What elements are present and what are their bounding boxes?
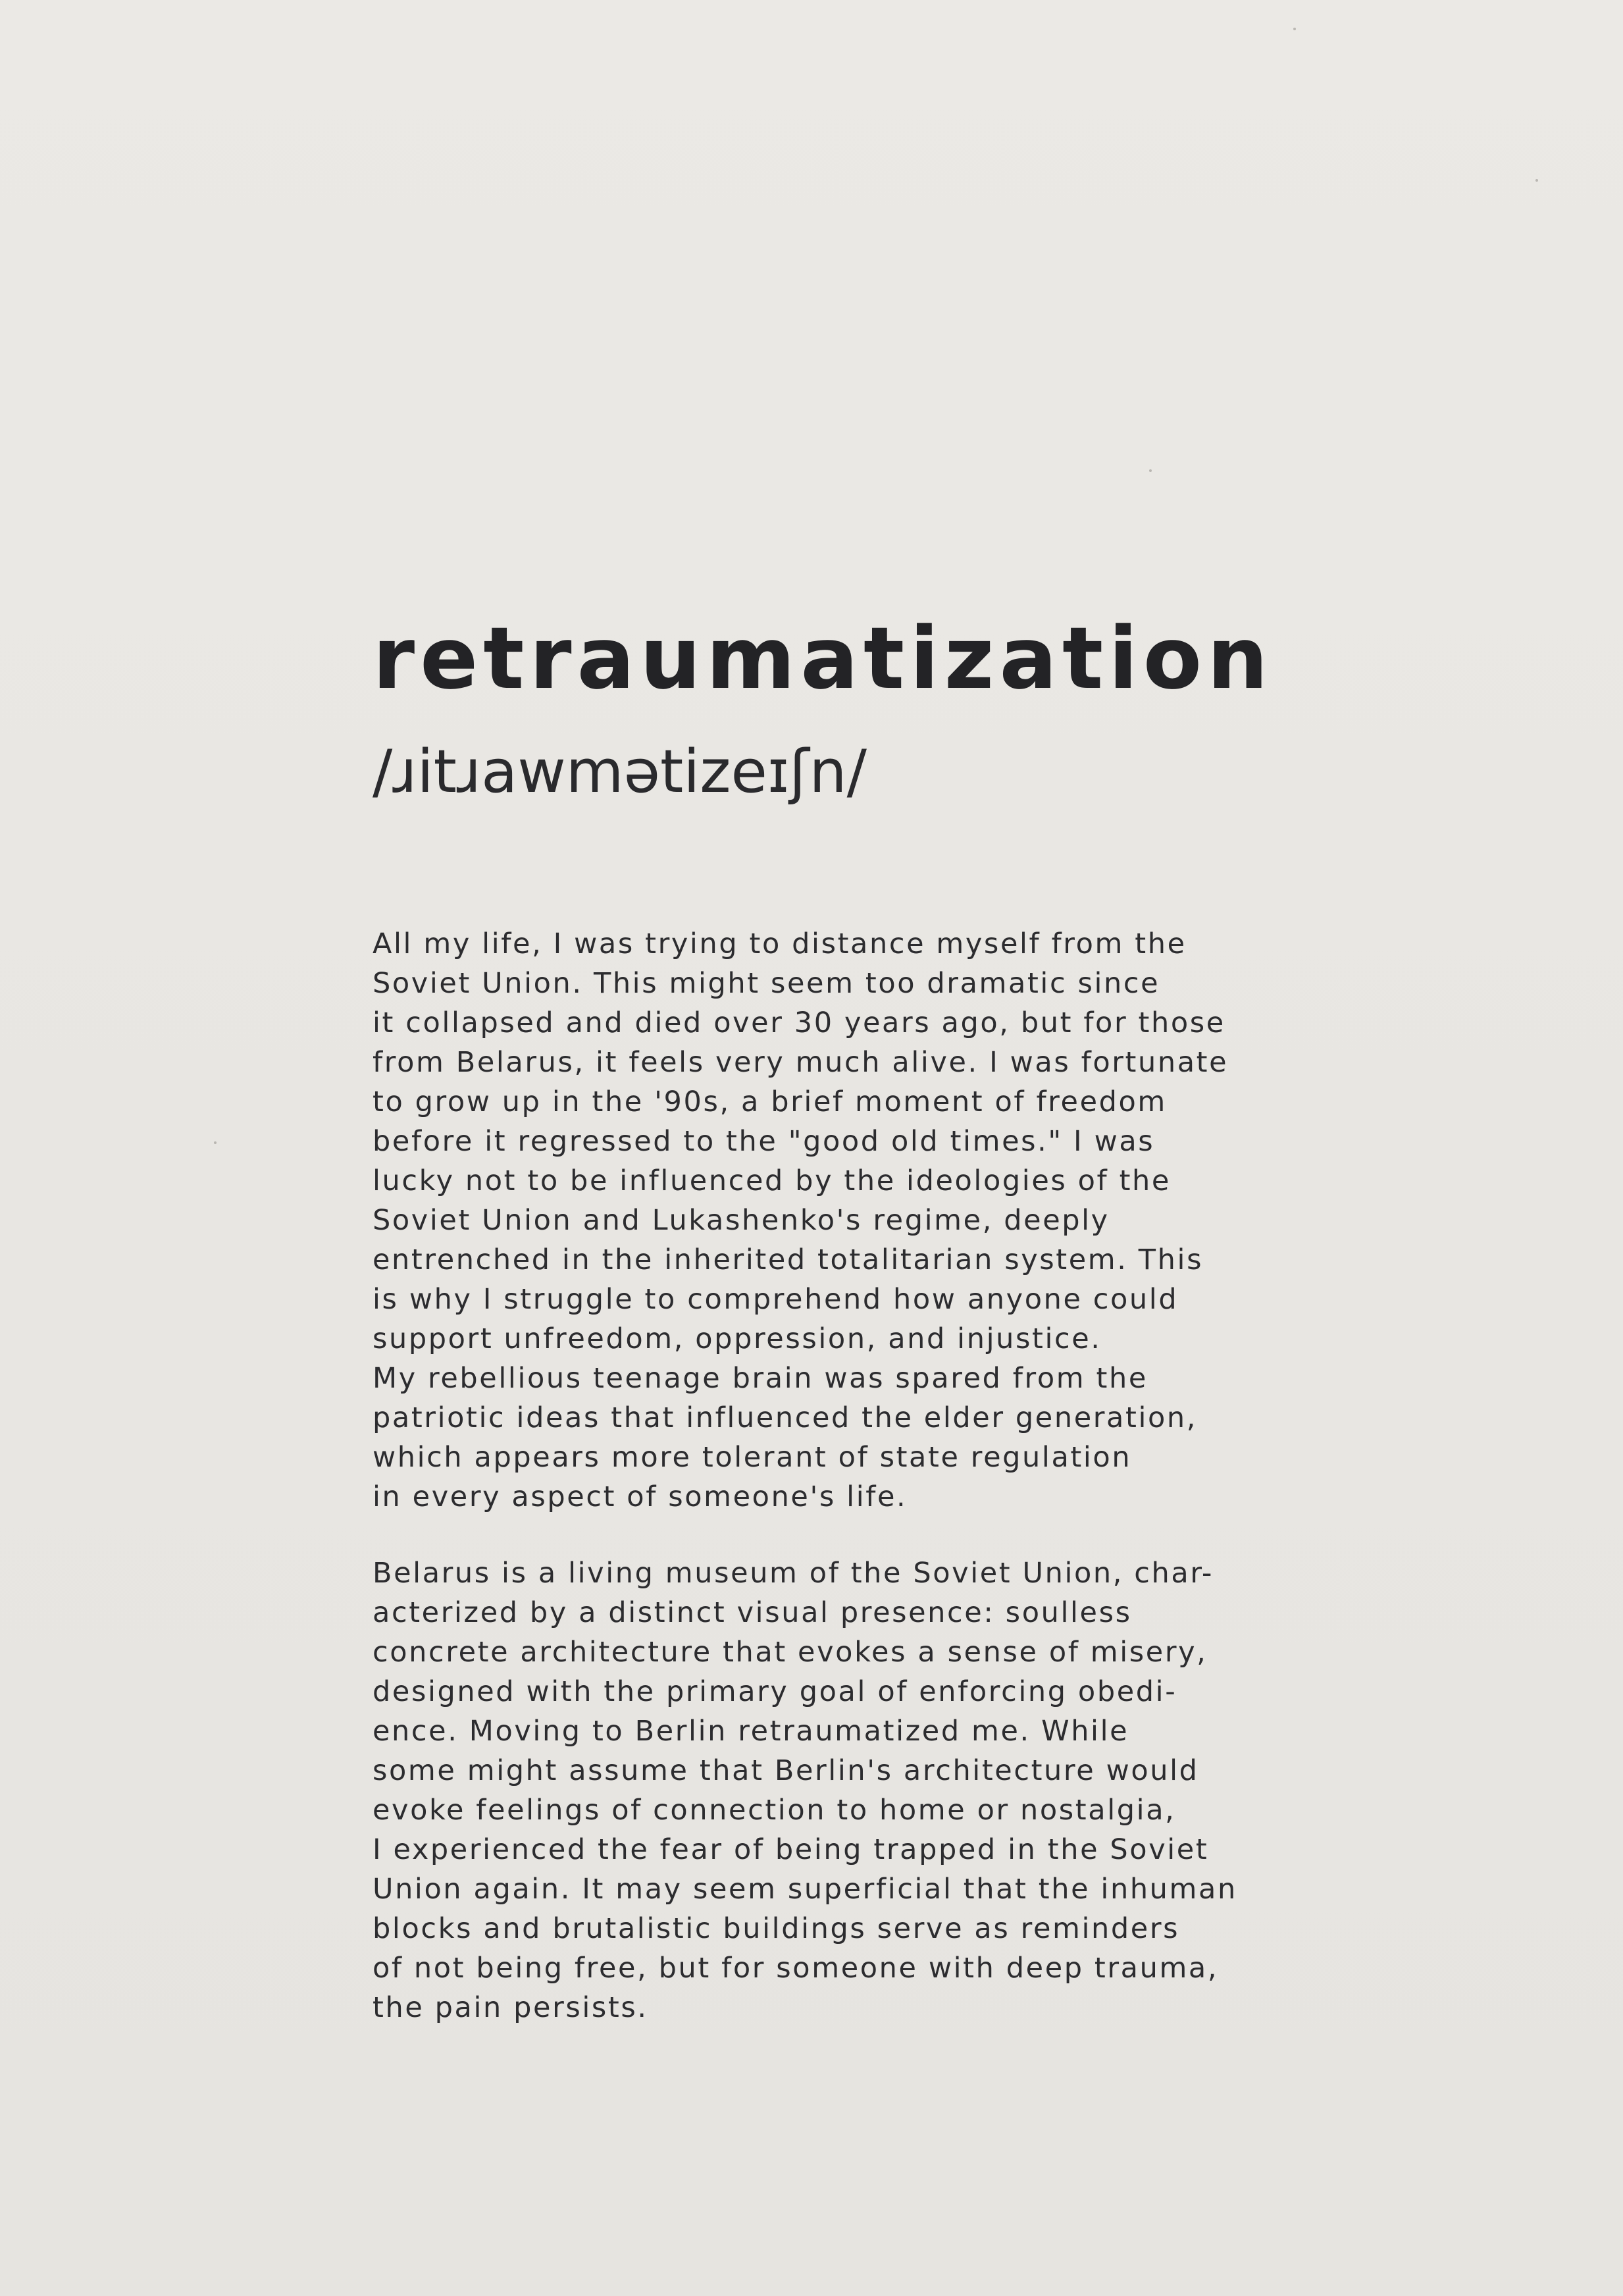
paper-speck [1149,469,1152,472]
text-line: support unfreedom, oppression, and injustice. [373,1322,1102,1355]
text-line: the pain persists. [373,1991,648,2024]
text-line: All my life, I was trying to distance myself from the [373,927,1187,960]
paper-speck [214,1141,217,1144]
text-line: entrenched in the inherited totalitarian system. This [373,1243,1204,1276]
text-line: Belarus is a living museum of the Soviet Union, char- [373,1557,1214,1590]
text-line: to grow up in the '90s, a brief moment of freedom [373,1085,1167,1118]
paragraph-2 [373,1553,1281,2027]
text-line: lucky not to be influenced by the ideologies of the [373,1164,1171,1197]
pronunciation: /ɹitɹawmətizeɪʃn/ [373,737,867,806]
entry-title: retraumatization [373,608,1274,708]
text-line: patriotic ideas that influenced the elder generation, [373,1401,1198,1434]
text-line: is why I struggle to comprehend how anyone could [373,1283,1179,1316]
text-line: evoke feelings of connection to home or nostalgia, [373,1794,1176,1827]
text-line: in every aspect of someone's life. [373,1480,908,1513]
paper-speck [1535,179,1538,182]
text-line: which appears more tolerant of state regulation [373,1441,1132,1474]
text-line: from Belarus, it feels very much alive. I was fortunate [373,1046,1229,1079]
text-line: Soviet Union and Lukashenko's regime, deeply [373,1204,1110,1237]
text-line: it collapsed and died over 30 years ago, but for those [373,1006,1225,1039]
text-line: blocks and brutalistic buildings serve as reminders [373,1912,1180,1945]
text-line: concrete architecture that evokes a sense of misery, [373,1636,1208,1669]
paragraph-1 [373,924,1281,1517]
text-line: designed with the primary goal of enforcing obedi- [373,1675,1177,1708]
text-line: Union again. It may seem superficial that the inhuman [373,1873,1237,1906]
text-line: acterized by a distinct visual presence: soulless [373,1596,1132,1629]
text-line: ence. Moving to Berlin retraumatized me. While [373,1715,1129,1748]
text-line: some might assume that Berlin's architecture would [373,1754,1199,1787]
text-line: of not being free, but for someone with deep trauma, [373,1952,1219,1985]
text-line: before it regressed to the "good old times." I was [373,1125,1155,1158]
text-line: Soviet Union. This might seem too dramatic since [373,967,1160,1000]
paper-speck [1293,28,1296,30]
text-line: I experienced the fear of being trapped in the Soviet [373,1833,1209,1866]
text-line: My rebellious teenage brain was spared from the [373,1362,1148,1395]
